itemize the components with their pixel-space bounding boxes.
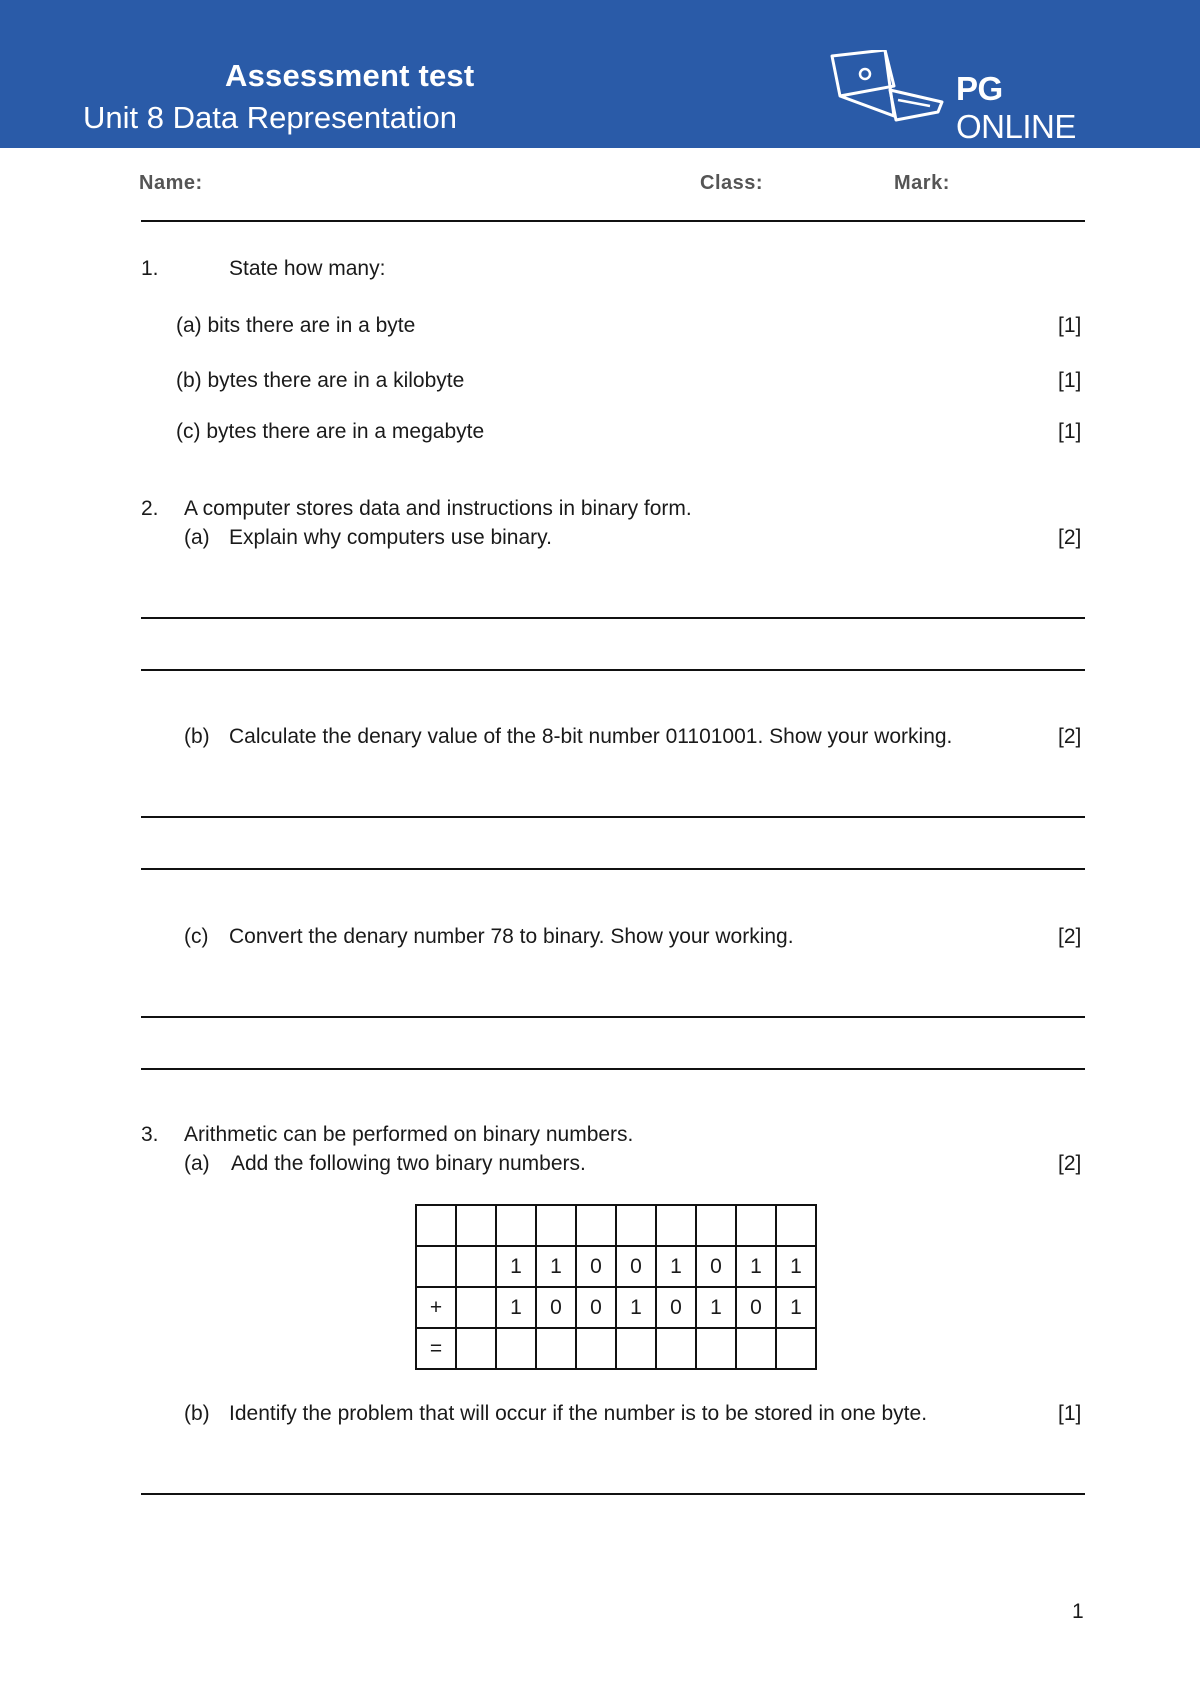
q3a-label: (a) — [184, 1152, 210, 1175]
q2c-text: Convert the denary number 78 to binary. Show your working. — [229, 925, 794, 948]
q2b-text: Calculate the denary value of the 8-bit number 01101001. Show your working. — [229, 725, 953, 748]
grid-cell: 1 — [496, 1246, 536, 1287]
answer-line[interactable] — [141, 1016, 1085, 1018]
q3b-text: Identify the problem that will occur if the number is to be stored in one byte. — [229, 1402, 928, 1425]
logo-wordmark: PG ONLINE — [956, 70, 1076, 145]
class-label: Class: — [700, 172, 764, 194]
q1-number: 1. — [141, 257, 159, 280]
q3a-text: Add the following two binary numbers. — [231, 1152, 586, 1175]
grid-row — [416, 1328, 816, 1369]
q2c-label: (c) — [184, 925, 209, 948]
grid-cell — [456, 1287, 496, 1328]
grid-cell[interactable] — [616, 1205, 656, 1246]
header-rule — [141, 220, 1085, 222]
grid-cell[interactable] — [696, 1205, 736, 1246]
grid-cell: 0 — [536, 1287, 576, 1328]
laptop-icon — [830, 50, 950, 130]
grid-cell: 0 — [736, 1287, 776, 1328]
q2b-marks: [2] — [1058, 725, 1082, 748]
grid-cell[interactable]: = — [416, 1328, 456, 1369]
grid-cell[interactable] — [656, 1205, 696, 1246]
q1a-text: (a) bits there are in a byte — [176, 314, 416, 337]
answer-line[interactable] — [141, 617, 1085, 619]
answer-line[interactable] — [141, 669, 1085, 671]
q3-stem: Arithmetic can be performed on binary numbers. — [184, 1123, 634, 1146]
q1-stem: State how many: — [229, 257, 386, 280]
grid-cell[interactable] — [776, 1328, 816, 1369]
binary-addition-grid — [415, 1204, 817, 1370]
name-label: Name: — [139, 172, 203, 194]
grid-cell[interactable] — [496, 1328, 536, 1369]
grid-cell[interactable] — [496, 1205, 536, 1246]
grid-cell[interactable] — [536, 1205, 576, 1246]
answer-line[interactable] — [141, 1068, 1085, 1070]
grid-cell[interactable] — [456, 1205, 496, 1246]
grid-cell: 1 — [656, 1246, 696, 1287]
grid-cell[interactable] — [576, 1205, 616, 1246]
grid-cell[interactable] — [656, 1328, 696, 1369]
q2-stem: A computer stores data and instructions in binary form. — [184, 497, 692, 520]
grid-cell[interactable] — [576, 1328, 616, 1369]
q3b-label: (b) — [184, 1402, 210, 1425]
grid-cell: + — [416, 1287, 456, 1328]
grid-cell — [456, 1246, 496, 1287]
grid-cell: 0 — [616, 1246, 656, 1287]
pg-online-logo — [830, 50, 1130, 145]
q2-number: 2. — [141, 497, 159, 520]
grid-cell: 1 — [536, 1246, 576, 1287]
answer-line[interactable] — [141, 1493, 1085, 1495]
mark-label: Mark: — [894, 172, 950, 194]
grid-cell[interactable] — [536, 1328, 576, 1369]
page-number: 1 — [1072, 1600, 1084, 1623]
grid-cell — [416, 1246, 456, 1287]
q2c-marks: [2] — [1058, 925, 1082, 948]
q1a-marks: [1] — [1058, 314, 1082, 337]
grid-cell[interactable] — [736, 1328, 776, 1369]
q2a-text: Explain why computers use binary. — [229, 526, 552, 549]
grid-cell: 0 — [576, 1246, 616, 1287]
q2a-marks: [2] — [1058, 526, 1082, 549]
answer-line[interactable] — [141, 868, 1085, 870]
grid-cell: 1 — [696, 1287, 736, 1328]
q3b-marks: [1] — [1058, 1402, 1082, 1425]
q2a-label: (a) — [184, 526, 210, 549]
q3a-marks: [2] — [1058, 1152, 1082, 1175]
grid-cell: 1 — [616, 1287, 656, 1328]
grid-cell: 0 — [696, 1246, 736, 1287]
q1b-marks: [1] — [1058, 369, 1082, 392]
grid-cell[interactable] — [736, 1205, 776, 1246]
grid-cell: 0 — [576, 1287, 616, 1328]
q3-number: 3. — [141, 1123, 159, 1146]
grid-cell[interactable] — [456, 1328, 496, 1369]
unit-subtitle: Unit 8 Data Representation — [83, 100, 457, 135]
grid-cell[interactable] — [616, 1328, 656, 1369]
grid-cell[interactable] — [696, 1328, 736, 1369]
q1b-text: (b) bytes there are in a kilobyte — [176, 369, 465, 392]
grid-cell[interactable] — [416, 1205, 456, 1246]
grid-cell: 1 — [776, 1287, 816, 1328]
grid-cell: 1 — [496, 1287, 536, 1328]
grid-row — [416, 1246, 816, 1287]
grid-cell: 1 — [776, 1246, 816, 1287]
grid-row — [416, 1205, 816, 1246]
grid-row — [416, 1287, 816, 1328]
q1c-marks: [1] — [1058, 420, 1082, 443]
answer-line[interactable] — [141, 816, 1085, 818]
q2b-label: (b) — [184, 725, 210, 748]
q1c-text: (c) bytes there are in a megabyte — [176, 420, 485, 443]
grid-cell: 1 — [736, 1246, 776, 1287]
grid-cell[interactable] — [776, 1205, 816, 1246]
grid-cell: 0 — [656, 1287, 696, 1328]
test-title: Assessment test — [225, 58, 475, 93]
